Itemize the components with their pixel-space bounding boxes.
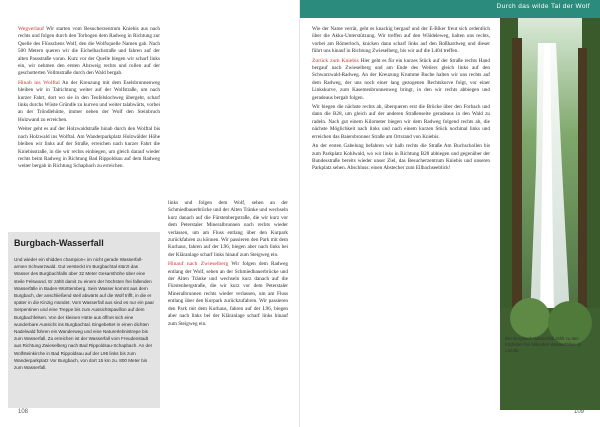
page-number-left: 108 [18,409,29,415]
left-col2-text: Wir folgen dem Radweg entlang der Wolf, sehen an der Schmiedbauerbrücke und der Alten Tränke und wechseln kurz danach auf die Fürstenbergstraße, die wir kurz vor dem Peterstaler Mineralbrunnen rechts wieder verlassen, um am Fluss entlang über den Kurpark zurückzufahren. Wir passieren den Park mit dem Kurhaus, fahren auf der L96, biegen aber nach links bei der Kläranlage scharf links hinauf zum Steigweg ein. [168,261,288,327]
left-col1-paragraph: Weiter geht es auf der Holzwaldstraße hinab durch den Wolftal bis nach Holzwald ins Wolftal. Am Wanderparkplatz Holzwälder Höhe bleiben wir links auf der Straße, erreichen nach kurzer Fahrt die Kniebisstraße, in die wir rechts einbiegen, um gleich darauf wieder rechts beim Radweg in Richtung Bad Rippoldsau auf dem Radweg weiter bergab in Richtung Schapbach zu erreichen. [18,126,160,170]
photo-caption: Der Burgbach-Wasserfall zählt zu den höchsten frei fallenden Wasserfällen im Ländle. [505,336,582,353]
right-col1-paragraph [312,58,490,102]
left-col1-text: Wir starten vom Besucherzentrum Kniebis aus nach rechts und folgen durch den Torbogen dem Radweg in Richtung zur Quelle des Flüsschens Wolf, den die Wolfsquelle Namen gab. Nach 500 Metern queren wir die Eichelbachstraße und fahren auf der alten Passstraße voran. Kurz vor der Quelle biegen wir scharf links ein, wir nehmen den ersten Abzweig rechts und rollen auf der geschotterten Vollmstraße durch den Wald bergab. [18,26,160,77]
left-col1-paragraph [18,80,160,124]
right-col1-text: Hier geht es für ein kurzes Stück auf der Straße rechts Hand bergauf nach Zwieselberg und am Ende des Weilers gleich links auf den Schwarzwald-Radweg. An der Kreuzung Krumme Buche halten wir uns rechts auf dem Radweg, der uns noch einer lang gezogenen Rechtskurve folgt, vor einer Linkskurve, zum Kasemenbrunnenweg bringt, in den wir rechts abbiegen und geradeaus bergab folgen. [312,57,490,101]
right-col1-paragraph: An der ersten Gabelung befahren wir halb rechts die Straße Am Buchschollen bis zum Parkplatz Kohlwald, wo wir links in Richtung B28 abbiegen und gegenüber der Bundesstraße bereits wieder unser Ziel, das Besucherzentrum Kniebis und unseren Parkplatz sehen. Abschluss: einen Abstecher zum Ellbachseeblick! [312,143,490,172]
running-header: Durch das wilde Tal der Wolf [496,3,590,10]
info-box-text: Und wieder ein shidden champion« im nicht gerade Wasserfall-armen Schwarzwald. Gut versteckt im Burgbachtal stürzt das Wasser des Burgbachfalls über 32 Meter Gesamthöhe über eine steile Felswand. Er zählt damit zu einem der höchsten frei fallenden Wasserfälle in Baden-Württemberg. Sein Wasser kommt aus dem Burgbach, der anschließend steil abwärts auf die Wolf trifft, in die er später in die Kinzig mündet. Vom Wasserfall aus sind es nur ein paar Serpentinen und eine Treppe bis zum Aussichtspavillon auf dem Burgbachfelsen. Von der kleinen Hütte aus öffnet sich eine wunderbare Aussicht ins Burgbachtal. Eingebettet in einen dichten Nadelwald führen ein Wanderweg und eine Naturerlebnistrepe bis zum Wasserfall. Zu erreichen ist der Wasserfall vom Freudenstadt aus Richtung Zwieselberg nach Bad Rippoldsau-Schapbach. An der Wolfsteinkirche in Bad Rippoldsau auf der L96 links bis zum Wanderparkplatz Vor Burgbach, von dort 15 km zu. 800 Meter bis zum Wasserfall. [14,257,155,371]
left-col2-subhead: Hinauf nach Zwieselberg [168,261,229,268]
left-column-1 [18,26,160,173]
left-col1-paragraph [18,26,160,78]
left-column-2 [168,200,288,330]
header-band [300,0,600,18]
left-col1-subhead: Hinab ins Wolftal [18,79,60,86]
gutter [299,0,300,427]
page-number-right: 109 [573,409,584,415]
info-box [8,232,160,408]
right-col1-paragraph: Wie der Name verrät, geht es knackig bergauf und der E-Biker freut sich ordentlich über die Akku-Unterstützung. Wir treffen auf den Wäldeleweg, halten uns rechts, vorbei am Römerloch, knicken dann scharf links auf den Roßhardweg und dieser führt uns hinauf in Richtung Zwieselberg, bis wir auf die L404 treffen. [312,26,490,55]
left-col2-paragraph [168,261,288,328]
right-col1-paragraph: Wir biegen die nächste rechts ab, überqueren erst die Brücke über den Forbach und dann die B28, um gleich auf der anderen Straßenseite geradeaus in den Wald zu radeln. Nach gut einem Kilometer biegen wir dem Radweg folgend rechts ab, die nächste Möglichkeit nach links und nach einem kurzen Stück nochmal links und erreichen das Baiersbronner Straße am Ortsrand von Kniebis. [312,104,490,140]
right-column-1 [312,26,490,175]
right-col1-subhead: Zurück zum Kniebis [312,57,359,64]
left-col2-paragraph: links und folgen dem Wolf, sehen an der Schmiedbauerbrücke und der Alten Tränke und wechseln kurz danach auf die Fürstenbergstraße, die wir kurz vor dem Peterstaler Mineralbrunnen nach rechts wieder verlassen, um am Fluss entlang über den Kurpark zurückfahren zu können. Wir passieren den Park mit dem Kurhaus, fahren auf der L96, biegen aber nach links bei der Kläranlage scharf links hinauf zum Steigweg ein. [168,200,288,258]
info-box-title: Burgbach-Wasserfall [14,238,104,248]
left-col1-text: An der Kreuzung mit dem Eselsbrunnenweg bleiben wir in Talrichtung weiter auf der Wolfstraße, um nach kurzer Fahrt, dort wo sie in den Teufelslochweg übergeht, scharf links durchs Wüste Gründle zu kurven und weiter talabwärts, vorbei an der Tröndlehütte, immer neben der Wolf den Steinbruch Holzwand zu erreichen. [18,79,160,123]
left-col1-subhead: Wegverlauf [18,26,44,32]
